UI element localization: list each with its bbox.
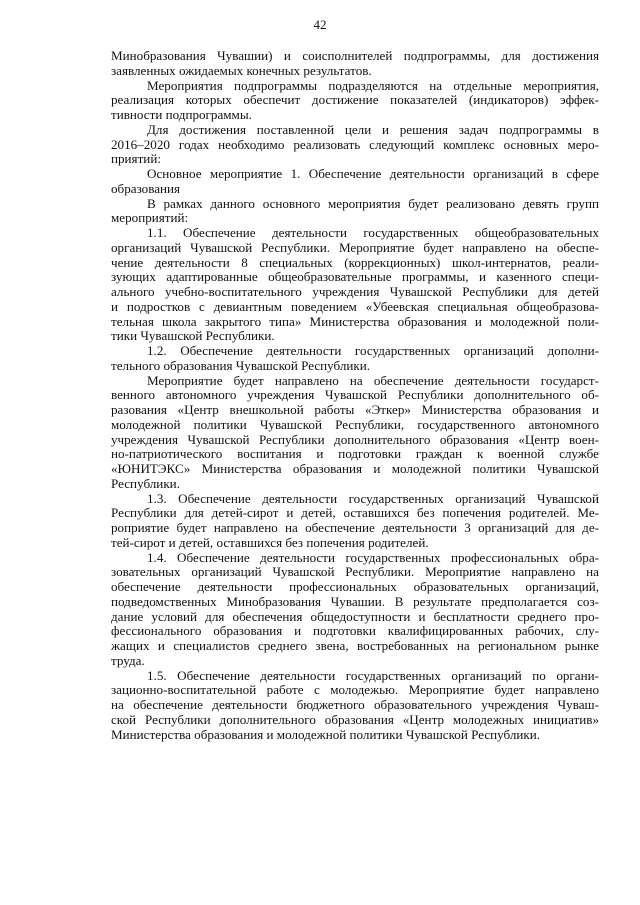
text-line: образования: [111, 180, 181, 196]
text-line: приятий:: [111, 151, 161, 167]
text-line: тельная школа закрытого типа» Министерства образования и молодежной поли-: [111, 313, 599, 329]
text-line: зовательных организаций Чувашской Республики. Мероприятие направлено на: [111, 564, 599, 580]
para-main-event-1: [111, 167, 599, 197]
para-intro-continuation: [111, 49, 599, 79]
para-item-1-5: [111, 669, 599, 743]
text-line: тей-сирот и детей, оставшихся без попечения родителей.: [111, 534, 429, 550]
text-line: «ЮНИТЭКС» Министерства образования и молодежной политики Чувашской: [111, 461, 599, 476]
para-item-1-3: [111, 492, 599, 551]
text-line: труда.: [111, 652, 145, 668]
text-line: роприятие будет направлено на обеспечение деятельности 3 организаций для де-: [111, 520, 599, 535]
text-line: подведомственных Минобразования Чувашии. В результате предполагается соз-: [111, 593, 599, 609]
text-line: мероприятий:: [111, 210, 189, 226]
text-line: 2016–2020 годах необходимо реализовать следующий комплекс основных меро-: [111, 136, 599, 152]
para-events-split: [111, 79, 599, 123]
text-line: 1.5. Обеспечение деятельности государственных организаций по органи-: [147, 667, 599, 683]
text-line: 1.4. Обеспечение деятельности государственных профессиональных обра-: [147, 549, 599, 565]
text-line: тики Чувашской Республики.: [111, 328, 275, 344]
para-item-1-4: [111, 551, 599, 669]
text-line: и подростков с девиантным поведением «Убеевская специальная общеобразова-: [111, 298, 599, 314]
text-line: 1.2. Обеспечение деятельности государственных организаций дополни-: [147, 343, 599, 358]
text-line: обеспечение деятельности профессиональных образовательных организаций,: [111, 579, 599, 594]
text-line: реализация которых обеспечит достижение показателей (индикаторов) эффек-: [111, 92, 599, 108]
para-item-1-2: [111, 344, 599, 374]
text-line: зационно-воспитательной работе с молодежью. Мероприятие будет направлено: [111, 682, 599, 698]
text-line: 1.1. Обеспечение деятельности государственных общеобразовательных: [147, 225, 599, 240]
text-line: молодежной политики Чувашской Республики, государственного автономного: [111, 416, 599, 432]
text-line: Республики.: [111, 475, 180, 491]
text-line: разования «Центр внешкольной работы «Эткер» Министерства образования и: [111, 402, 599, 417]
text-line: ской Республики дополнительного образования «Центр молодежных инициатив»: [111, 711, 599, 727]
text-line: фессионального образования и подготовки квалифицированных рабочих, слу-: [111, 623, 599, 639]
text-line: организаций Чувашской Республики. Мероприятие будет направлено на обеспе-: [111, 239, 599, 255]
text-line: Основное мероприятие 1. Обеспечение деятельности организаций в сфере: [147, 166, 599, 181]
text-line: тивности подпрограммы.: [111, 107, 252, 122]
para-item-1-1: [111, 226, 599, 344]
text-line: чение деятельности 8 специальных (коррекционных) школ-интернатов, реали-: [111, 254, 599, 270]
text-line: В рамках данного основного мероприятия будет реализовано девять групп: [147, 195, 599, 211]
text-line: тельного образования Чувашской Республики.: [111, 357, 371, 373]
text-line: но-патриотического воспитания и подготовки граждан к военной службе: [111, 446, 599, 462]
text-line: дание условий для обеспечения общедоступности и бесплатности среднего про-: [111, 608, 599, 624]
text-line: зующих адаптированные общеобразовательные программы, и казенного специ-: [111, 269, 599, 285]
text-line: Минобразования Чувашии) и соисполнителей подпрограммы, для достижения: [111, 48, 599, 63]
text-line: на обеспечение деятельности бюджетного образовательного учреждения Чуваш-: [111, 697, 599, 712]
text-line: венного автономного учреждения Чувашской Республики дополнительного об-: [111, 387, 599, 403]
text-line: 1.3. Обеспечение деятельности государственных организаций Чувашской: [147, 490, 599, 506]
page-number: 42: [313, 17, 327, 32]
para-nine-groups: [111, 197, 599, 227]
para-goals: [111, 123, 599, 167]
text-line: Республики для детей-сирот и детей, оставшихся без попечения родителей. Ме-: [111, 505, 599, 521]
text-line: ального учебно-воспитательного учреждения Чувашской Республики для детей: [111, 284, 599, 299]
text-line: Мероприятие будет направлено на обеспечение деятельности государст-: [147, 372, 599, 388]
text-line: Для достижения поставленной цели и решения задач подпрограммы в: [147, 121, 599, 137]
text-line: Мероприятия подпрограммы подразделяются на отдельные мероприятия,: [147, 77, 599, 93]
para-item-1-2-details: [111, 374, 599, 492]
text-line: учреждения Чувашской Республики дополнительного образования «Центр воен-: [111, 431, 599, 447]
document-body: [111, 49, 599, 742]
text-line: заявленных ожидаемых конечных результатов.: [111, 62, 372, 78]
text-line: жащих и специалистов среднего звена, востребованных на региональном рынке: [111, 638, 599, 653]
text-line: Министерства образования и молодежной политики Чувашской Республики.: [111, 726, 541, 742]
